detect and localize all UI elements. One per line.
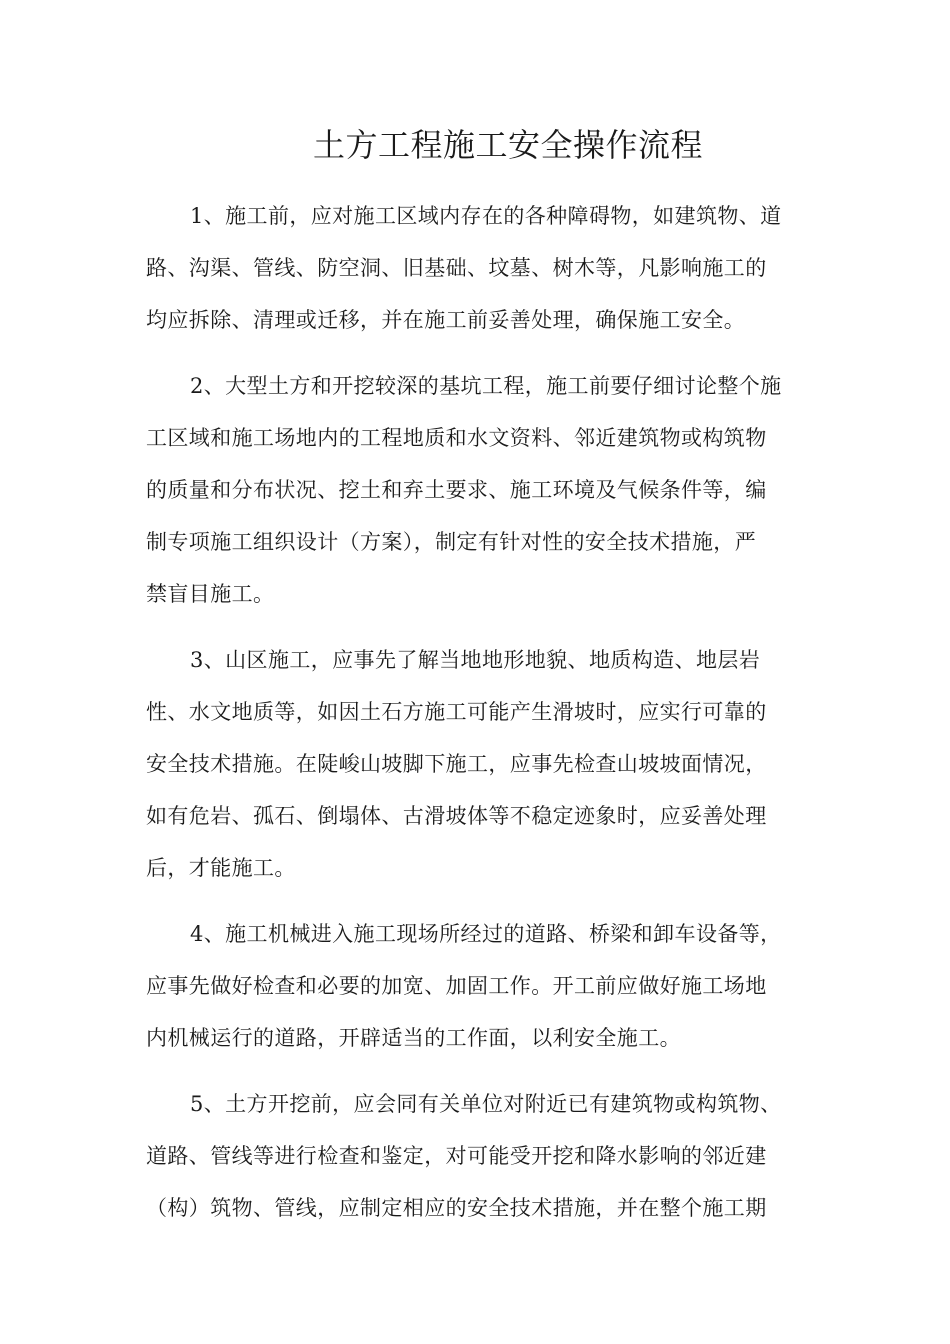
paragraph-spacing [146,1064,804,1078]
paragraph-line: 的质量和分布状况、挖土和弃土要求、施工环境及气候条件等，编 [146,478,767,502]
paragraph-line: 应事先做好检查和必要的加宽、加固工作。开工前应做好施工场地 [146,974,767,998]
paragraph-spacing [146,620,804,634]
paragraph-line: 制专项施工组织设计（方案），制定有针对性的安全技术措施，严 [146,530,757,554]
paragraph-line: 2、大型土方和开挖较深的基坑工程，施工前要仔细讨论整个施 [190,374,782,398]
document-title: 土方工程施工安全操作流程 [312,126,703,164]
paragraph-spacing [146,894,804,908]
paragraph-line: 道路、管线等进行检查和鉴定，对可能受开挖和降水影响的邻近建 [146,1144,767,1168]
paragraph-line: 均应拆除、清理或迁移，并在施工前妥善处理，确保施工安全。 [146,308,746,332]
paragraph-line: 工区域和施工场地内的工程地质和水文资料、邻近建筑物或构筑物 [146,426,767,450]
paragraph-5 [146,1078,804,1234]
paragraph-3 [146,634,804,894]
paragraph-line: 内机械运行的道路，开辟适当的工作面，以利安全施工。 [146,1026,681,1050]
paragraph-2 [146,360,804,620]
paragraph-line: 如有危岩、孤石、倒塌体、古滑坡体等不稳定迹象时，应妥善处理 [146,804,767,828]
paragraph-line: 4、施工机械进入施工现场所经过的道路、桥梁和卸车设备等， [190,922,782,946]
document-body [146,190,804,1234]
paragraph-4 [146,908,804,1064]
paragraph-line: 路、沟渠、管线、防空洞、旧基础、坟墓、树木等，凡影响施工的 [146,256,767,280]
paragraph-line: 后，才能施工。 [146,856,296,880]
paragraph-line: 1、施工前，应对施工区域内存在的各种障碍物，如建筑物、道 [190,204,782,228]
paragraph-line: （构）筑物、管线，应制定相应的安全技术措施，并在整个施工期 [146,1196,767,1220]
paragraph-spacing [146,346,804,360]
paragraph-line: 性、水文地质等，如因土石方施工可能产生滑坡时，应实行可靠的 [146,700,767,724]
paragraph-1 [146,190,804,346]
paragraph-line: 禁盲目施工。 [146,582,275,606]
paragraph-line: 3、山区施工，应事先了解当地地形地貌、地质构造、地层岩 [190,648,761,672]
paragraph-line: 安全技术措施。在陡峻山坡脚下施工，应事先检查山坡坡面情况， [146,752,767,776]
paragraph-line: 5、土方开挖前，应会同有关单位对附近已有建筑物或构筑物、 [190,1092,782,1116]
